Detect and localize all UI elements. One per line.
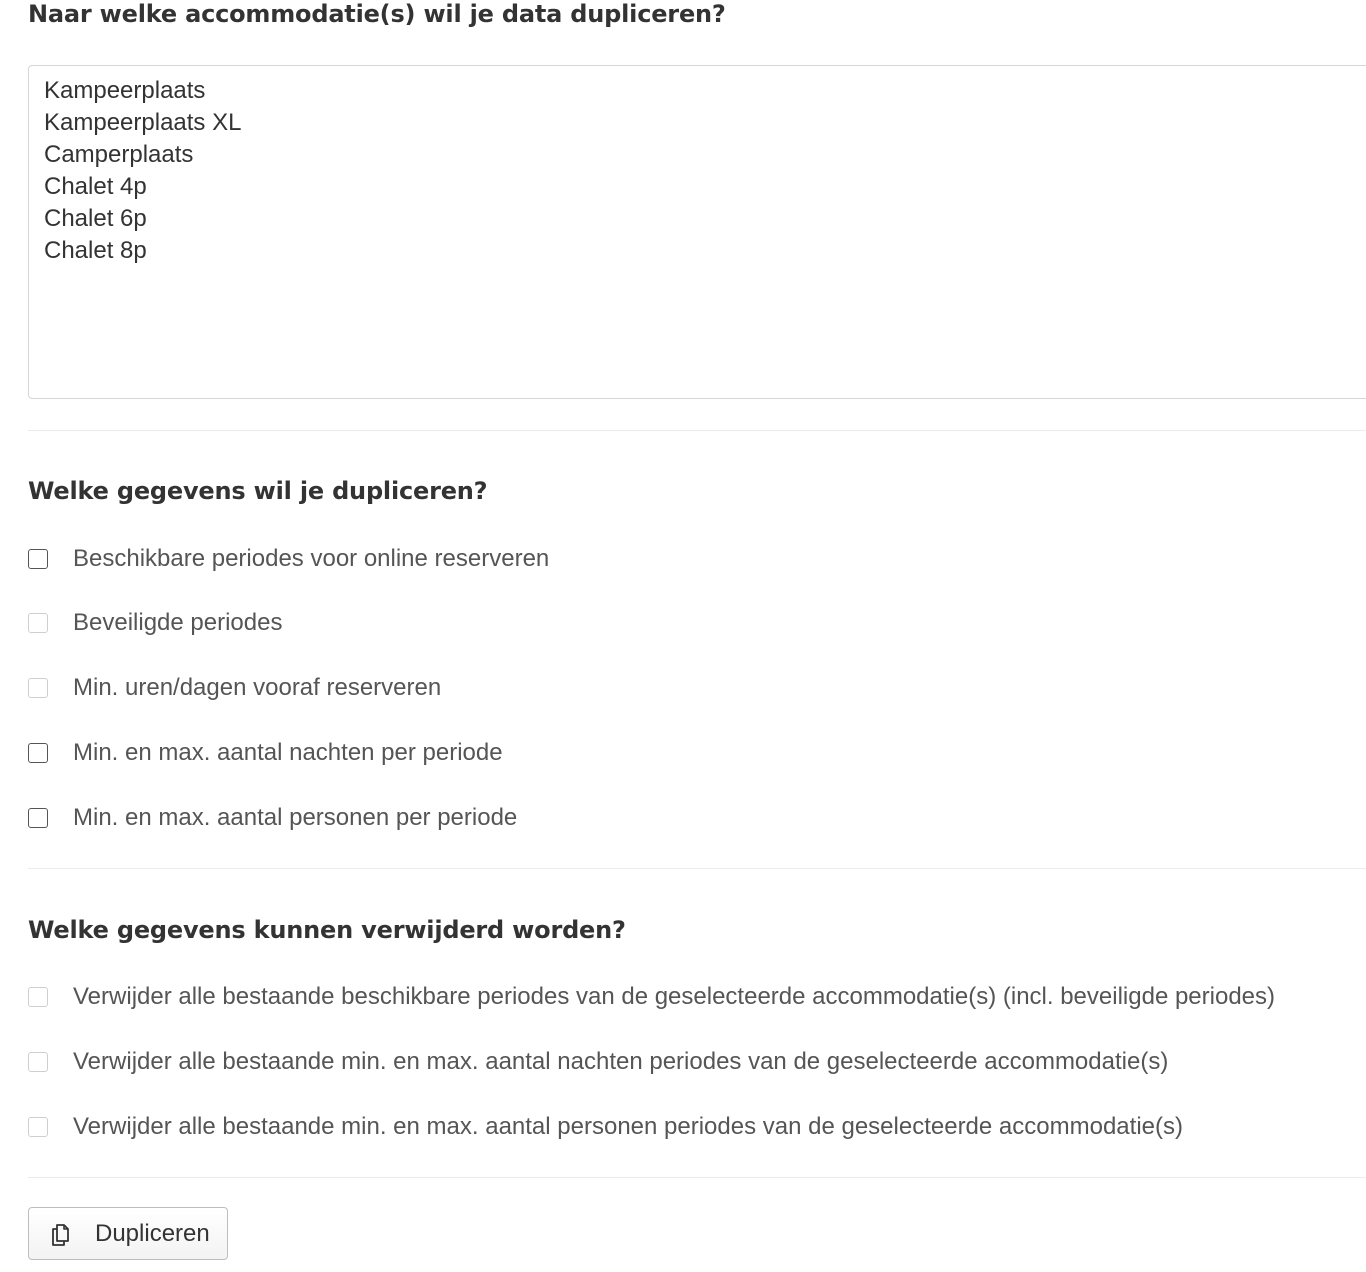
- accommodation-option[interactable]: Chalet 6p: [44, 205, 147, 232]
- available-periods-checkbox[interactable]: [28, 549, 48, 569]
- accommodation-option[interactable]: Chalet 8p: [44, 237, 147, 264]
- min-max-persons-checkbox[interactable]: [28, 808, 48, 828]
- section-divider: [28, 430, 1366, 431]
- accommodation-multiselect[interactable]: [28, 65, 1366, 399]
- checkbox-label[interactable]: Verwijder alle bestaande min. en max. aantal personen periodes van de geselecteerde accommodatie(s): [73, 1113, 1183, 1140]
- checkbox-label[interactable]: Beveiligde periodes: [73, 609, 283, 636]
- duplicate-button-label: Dupliceren: [95, 1220, 210, 1247]
- copy-icon: [49, 1222, 75, 1248]
- target-accommodations-heading: Naar welke accommodatie(s) wil je data dupliceren?: [28, 0, 726, 28]
- section-divider: [28, 1177, 1366, 1178]
- checkbox-label[interactable]: Min. en max. aantal nachten per periode: [73, 739, 503, 766]
- checkbox-label[interactable]: Beschikbare periodes voor online reserveren: [73, 545, 550, 572]
- checkbox-label[interactable]: Verwijder alle bestaande beschikbare periodes van de geselecteerde accommodatie(s) (incl. beveiligde periodes): [73, 983, 1276, 1010]
- accommodation-option[interactable]: Kampeerplaats XL: [44, 109, 242, 136]
- delete-data-heading: Welke gegevens kunnen verwijderd worden?: [28, 916, 626, 944]
- delete-persons-periods-checkbox[interactable]: [28, 1117, 48, 1137]
- min-advance-checkbox[interactable]: [28, 678, 48, 698]
- secured-periods-checkbox[interactable]: [28, 613, 48, 633]
- min-max-nights-checkbox[interactable]: [28, 743, 48, 763]
- checkbox-label[interactable]: Min. uren/dagen vooraf reserveren: [73, 674, 442, 701]
- delete-available-periods-checkbox[interactable]: [28, 987, 48, 1007]
- section-divider: [28, 868, 1366, 869]
- checkbox-label[interactable]: Verwijder alle bestaande min. en max. aantal nachten periodes van de geselecteerde accommodatie(s): [73, 1048, 1169, 1075]
- duplicate-data-heading: Welke gegevens wil je dupliceren?: [28, 477, 488, 505]
- accommodation-option[interactable]: Camperplaats: [44, 141, 194, 168]
- accommodation-option[interactable]: Kampeerplaats: [44, 77, 206, 104]
- delete-nights-periods-checkbox[interactable]: [28, 1052, 48, 1072]
- accommodation-option[interactable]: Chalet 4p: [44, 173, 147, 200]
- checkbox-label[interactable]: Min. en max. aantal personen per periode: [73, 804, 518, 831]
- duplicate-button[interactable]: [28, 1207, 228, 1260]
